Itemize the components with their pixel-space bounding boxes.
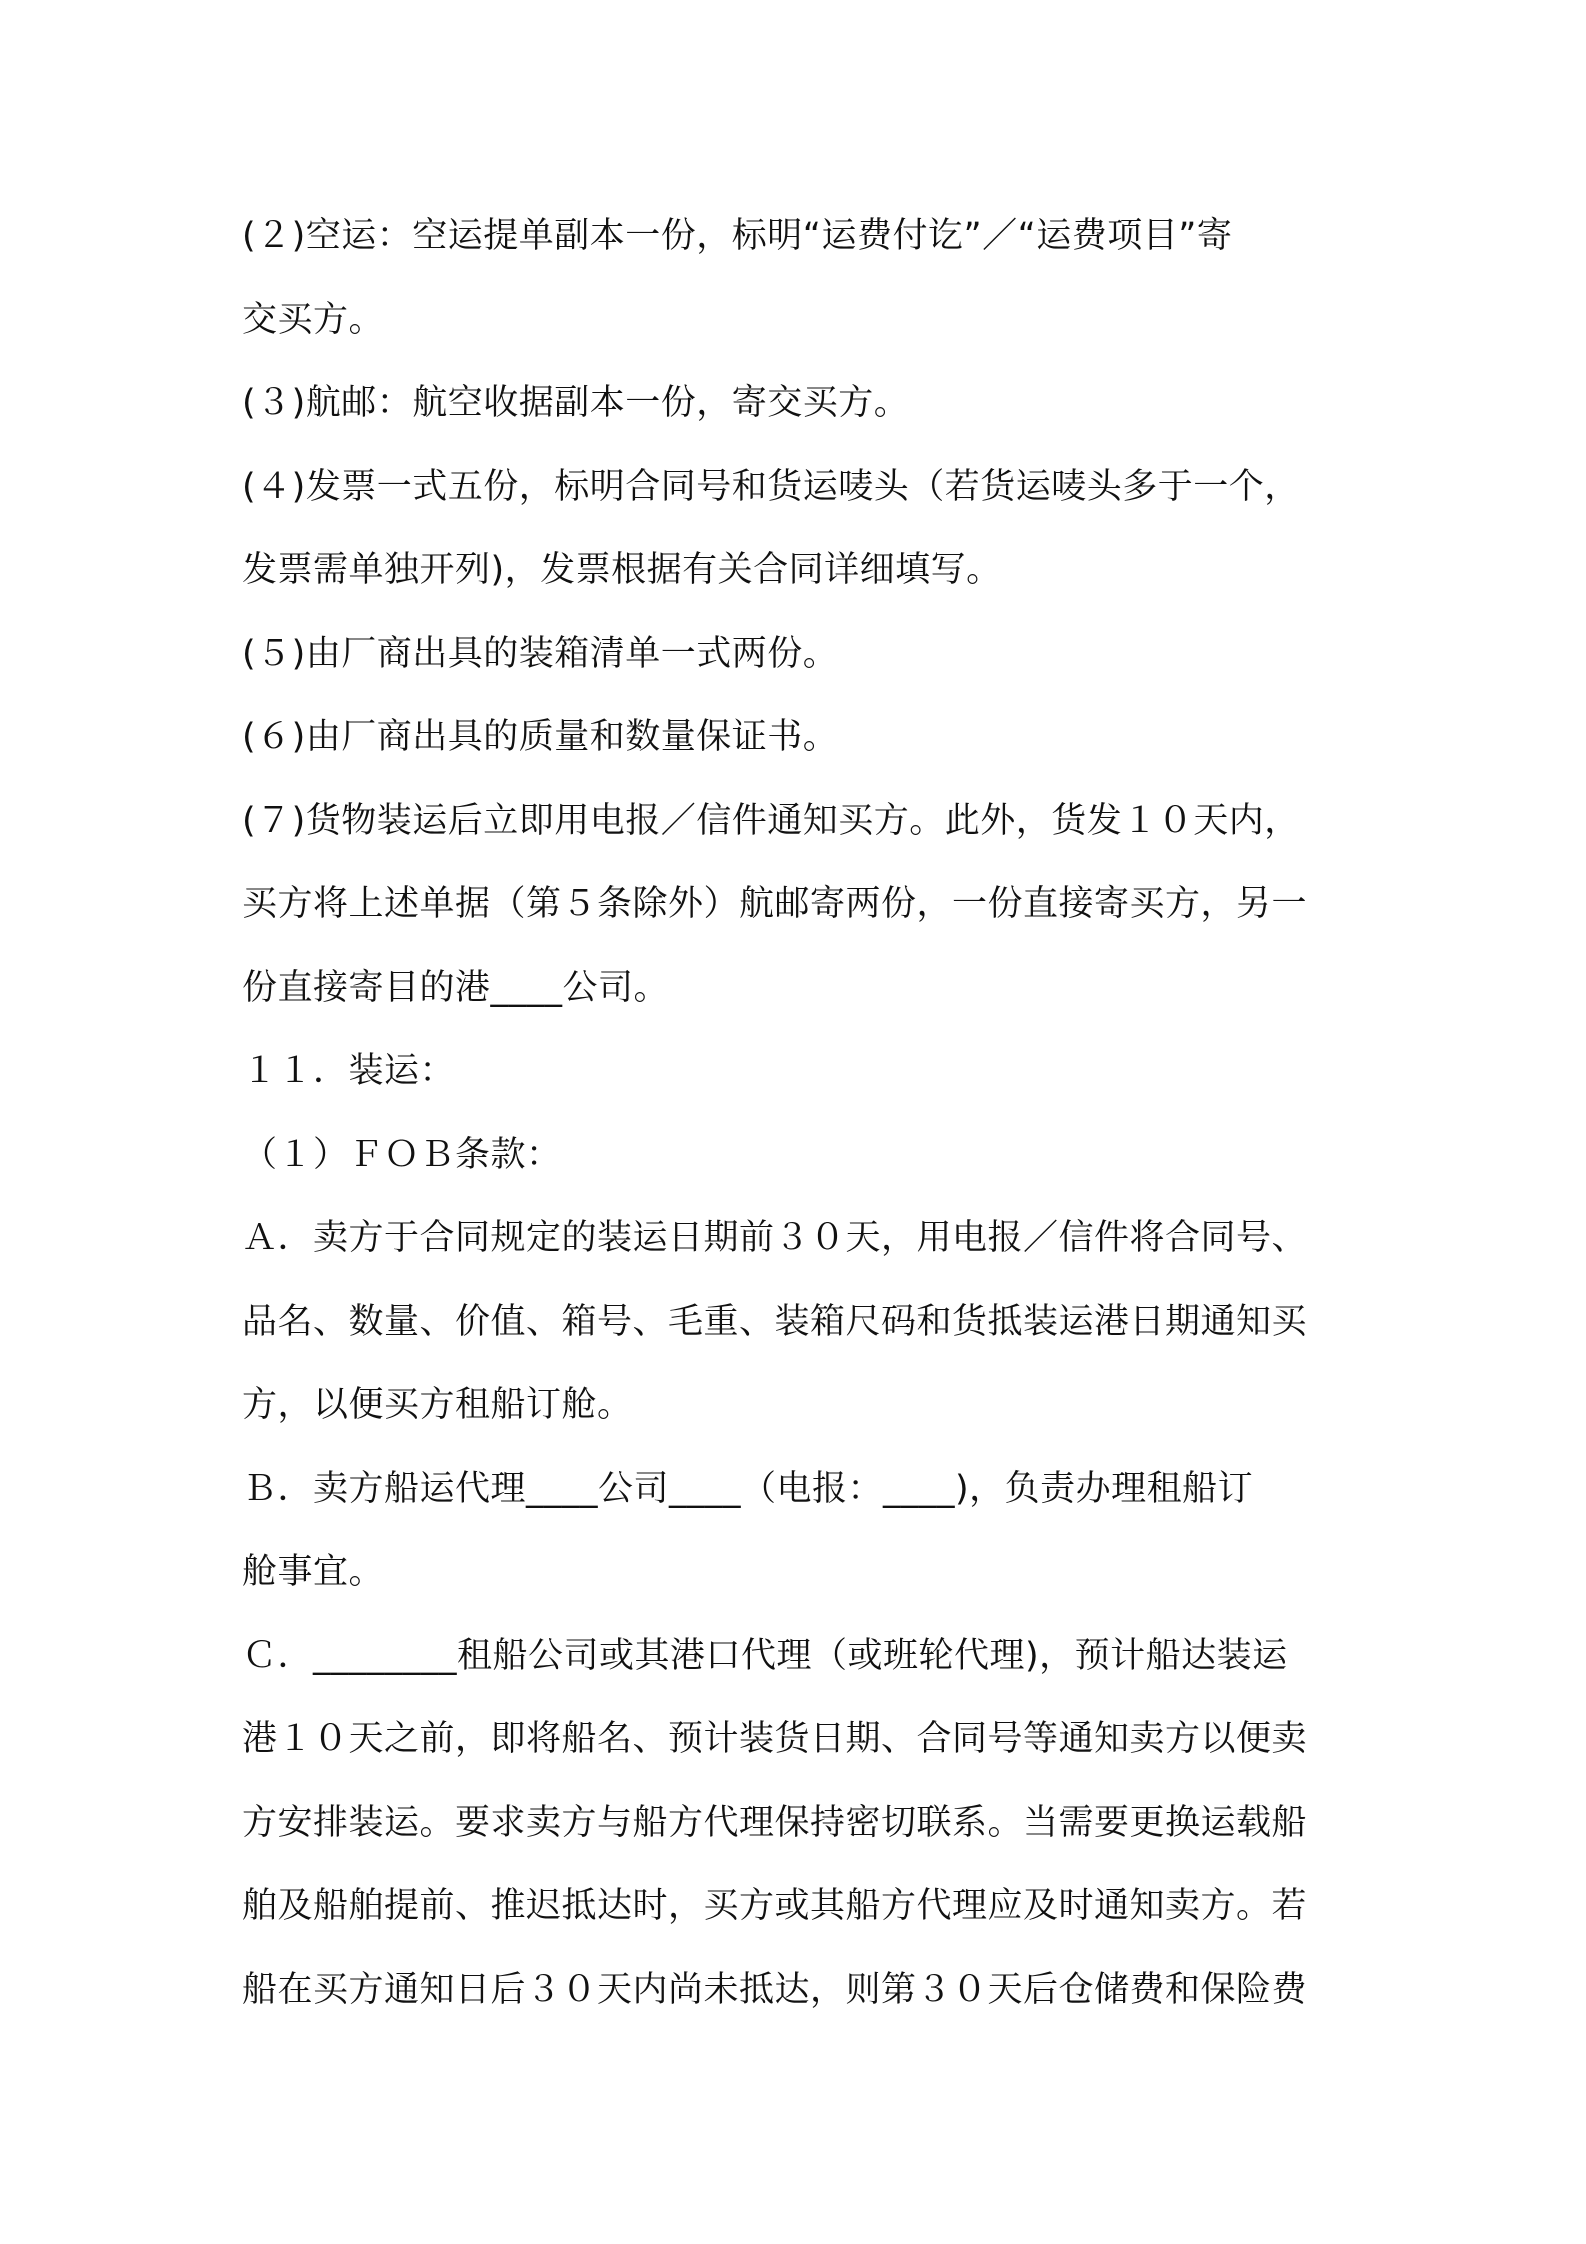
text-line: 方，以便买方租船订舱。 [242, 1385, 633, 1425]
text-line: 方安排装运。要求卖方与船方代理保持密切联系。当需要更换运载船 [242, 1802, 1308, 1843]
subsection-heading: （１）ＦＯＢ条款： [242, 1134, 562, 1175]
text-line: Ｂ．卖方船运代理____公司____（电报：____)，负责办理租船订 [242, 1468, 1254, 1509]
text-line: (４)发票一式五份，标明合同号和货运唛头（若货运唛头多于一个， [242, 466, 1300, 507]
text-line: 买方将上述单据（第５条除外）航邮寄两份，一份直接寄买方，另一 [242, 884, 1308, 924]
text-line: (２)空运：空运提单副本一份，标明“运费付讫”／“运费项目”寄 [242, 216, 1233, 256]
text-line: 舶及船舶提前、推迟抵达时，买方或其船方代理应及时通知卖方。若 [242, 1886, 1308, 1926]
text-line: (３)航邮：航空收据副本一份，寄交买方。 [242, 383, 910, 423]
section-heading: １１．装运： [242, 1051, 456, 1091]
text-line: 发票需单独开列)，发票根据有关合同详细填写。 [242, 550, 1002, 590]
text-line: (７)货物装运后立即用电报／信件通知买方。此外，货发１０天内， [242, 800, 1300, 841]
text-line: (５)由厂商出具的装箱清单一式两份。 [242, 633, 839, 674]
text-line: 舱事宜。 [242, 1552, 385, 1592]
document-body [242, 195, 1362, 2032]
text-line: (６)由厂商出具的质量和数量保证书。 [242, 717, 839, 757]
text-line: Ａ．卖方于合同规定的装运日期前３０天，用电报／信件将合同号、 [242, 1218, 1308, 1258]
text-line: 份直接寄目的港____公司。 [242, 967, 670, 1008]
text-line: 港１０天之前，即将船名、预计装货日期、合同号等通知卖方以便卖 [242, 1719, 1308, 1759]
text-line: 交买方。 [242, 299, 385, 340]
text-line: Ｃ．________租船公司或其港口代理（或班轮代理)，预计船达装运 [242, 1635, 1288, 1676]
text-line: 船在买方通知日后３０天内尚未抵达，则第３０天后仓储费和保险费 [242, 1969, 1308, 2010]
text-line: 品名、数量、价值、箱号、毛重、装箱尺码和货抵装运港日期通知买 [242, 1301, 1308, 1342]
